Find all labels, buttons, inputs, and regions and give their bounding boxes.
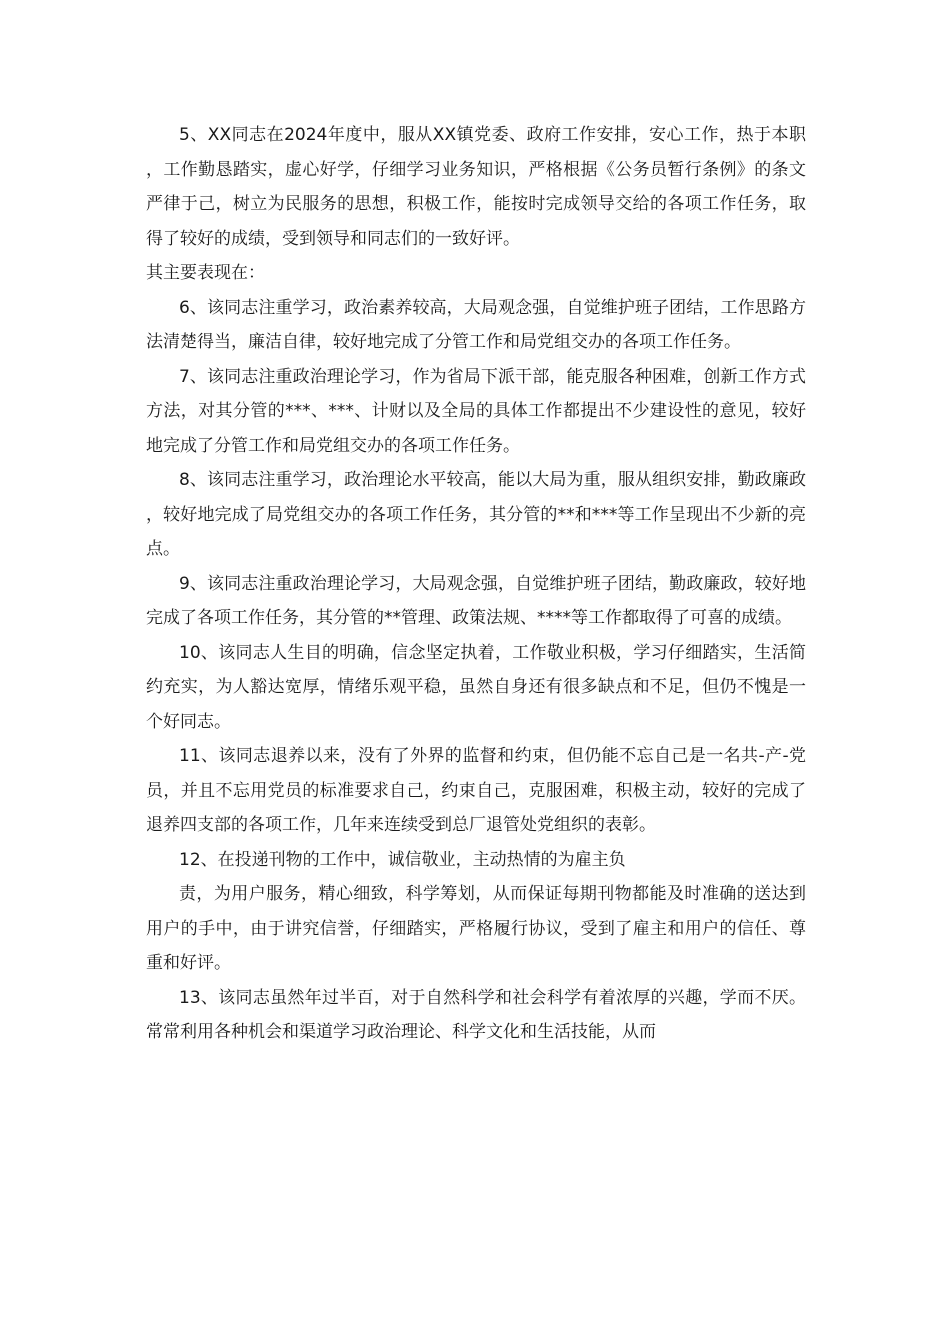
paragraph-13: 13、该同志虽然年过半百，对于自然科学和社会科学有着浓厚的兴趣，学而不厌。常常利用各种机会和渠道学习政治理论、科学文化和生活技能，从而: [146, 987, 806, 1042]
paragraph-summary-intro: 其主要表现在：: [146, 263, 265, 283]
paragraph-7: 7、该同志注重政治理论学习，作为省局下派干部，能克服各种困难，创新工作方式方法，对其分管的***、***、计财以及全局的具体工作都提出不少建设性的意见，较好地完成了分管工作和局党组交办的各项工作任务。: [146, 366, 806, 456]
document-body: [146, 118, 806, 1050]
paragraph-8: 8、该同志注重学习，政治理论水平较高，能以大局为重，服从组织安排，勤政廉政，较好地完成了局党组交办的各项工作任务，其分管的**和***等工作呈现出不少新的亮点。: [146, 470, 806, 559]
paragraph-5: 5、XX同志在2024年度中，服从XX镇党委、政府工作安排，安心工作，热于本职，工作勤恳踏实，虚心好学，仔细学习业务知识，严格根据《公务员暂行条例》的条文严律于己，树立为民服务的思想，积极工作，能按时完成领导交给的各项工作任务，取得了较好的成绩，受到领导和同志们的一致好评。: [146, 125, 806, 249]
paragraph-9: 9、该同志注重政治理论学习，大局观念强，自觉维护班子团结，勤政廉政，较好地完成了各项工作任务，其分管的**管理、政策法规、****等工作都取得了可喜的成绩。: [146, 573, 806, 628]
paragraph-6: 6、该同志注重学习，政治素养较高，大局观念强，自觉维护班子团结，工作思路方法清楚得当，廉洁自律，较好地完成了分管工作和局党组交办的各项工作任务。: [146, 297, 806, 352]
paragraph-10: 10、该同志人生目的明确，信念坚定执着，工作敬业积极，学习仔细踏实，生活简约充实，为人豁达宽厚，情绪乐观平稳，虽然自身还有很多缺点和不足，但仍不愧是一个好同志。: [146, 642, 806, 732]
paragraph-12-continued: 责，为用户服务，精心细致，科学筹划，从而保证每期刊物都能及时准确的送达到用户的手中，由于讲究信誉，仔细踏实，严格履行协议，受到了雇主和用户的信任、尊重和好评。: [146, 884, 806, 973]
paragraph-12: 12、在投递刊物的工作中，诚信敬业，主动热情的为雇主负: [179, 849, 626, 870]
paragraph-11: 11、该同志退养以来，没有了外界的监督和约束，但仍能不忘自己是一名共-产-党员，并且不忘用党员的标准要求自己，约束自己，克服困难，积极主动，较好的完成了退养四支部的各项工作，几年来连续受到总厂退管处党组织的表彰。: [146, 746, 806, 835]
